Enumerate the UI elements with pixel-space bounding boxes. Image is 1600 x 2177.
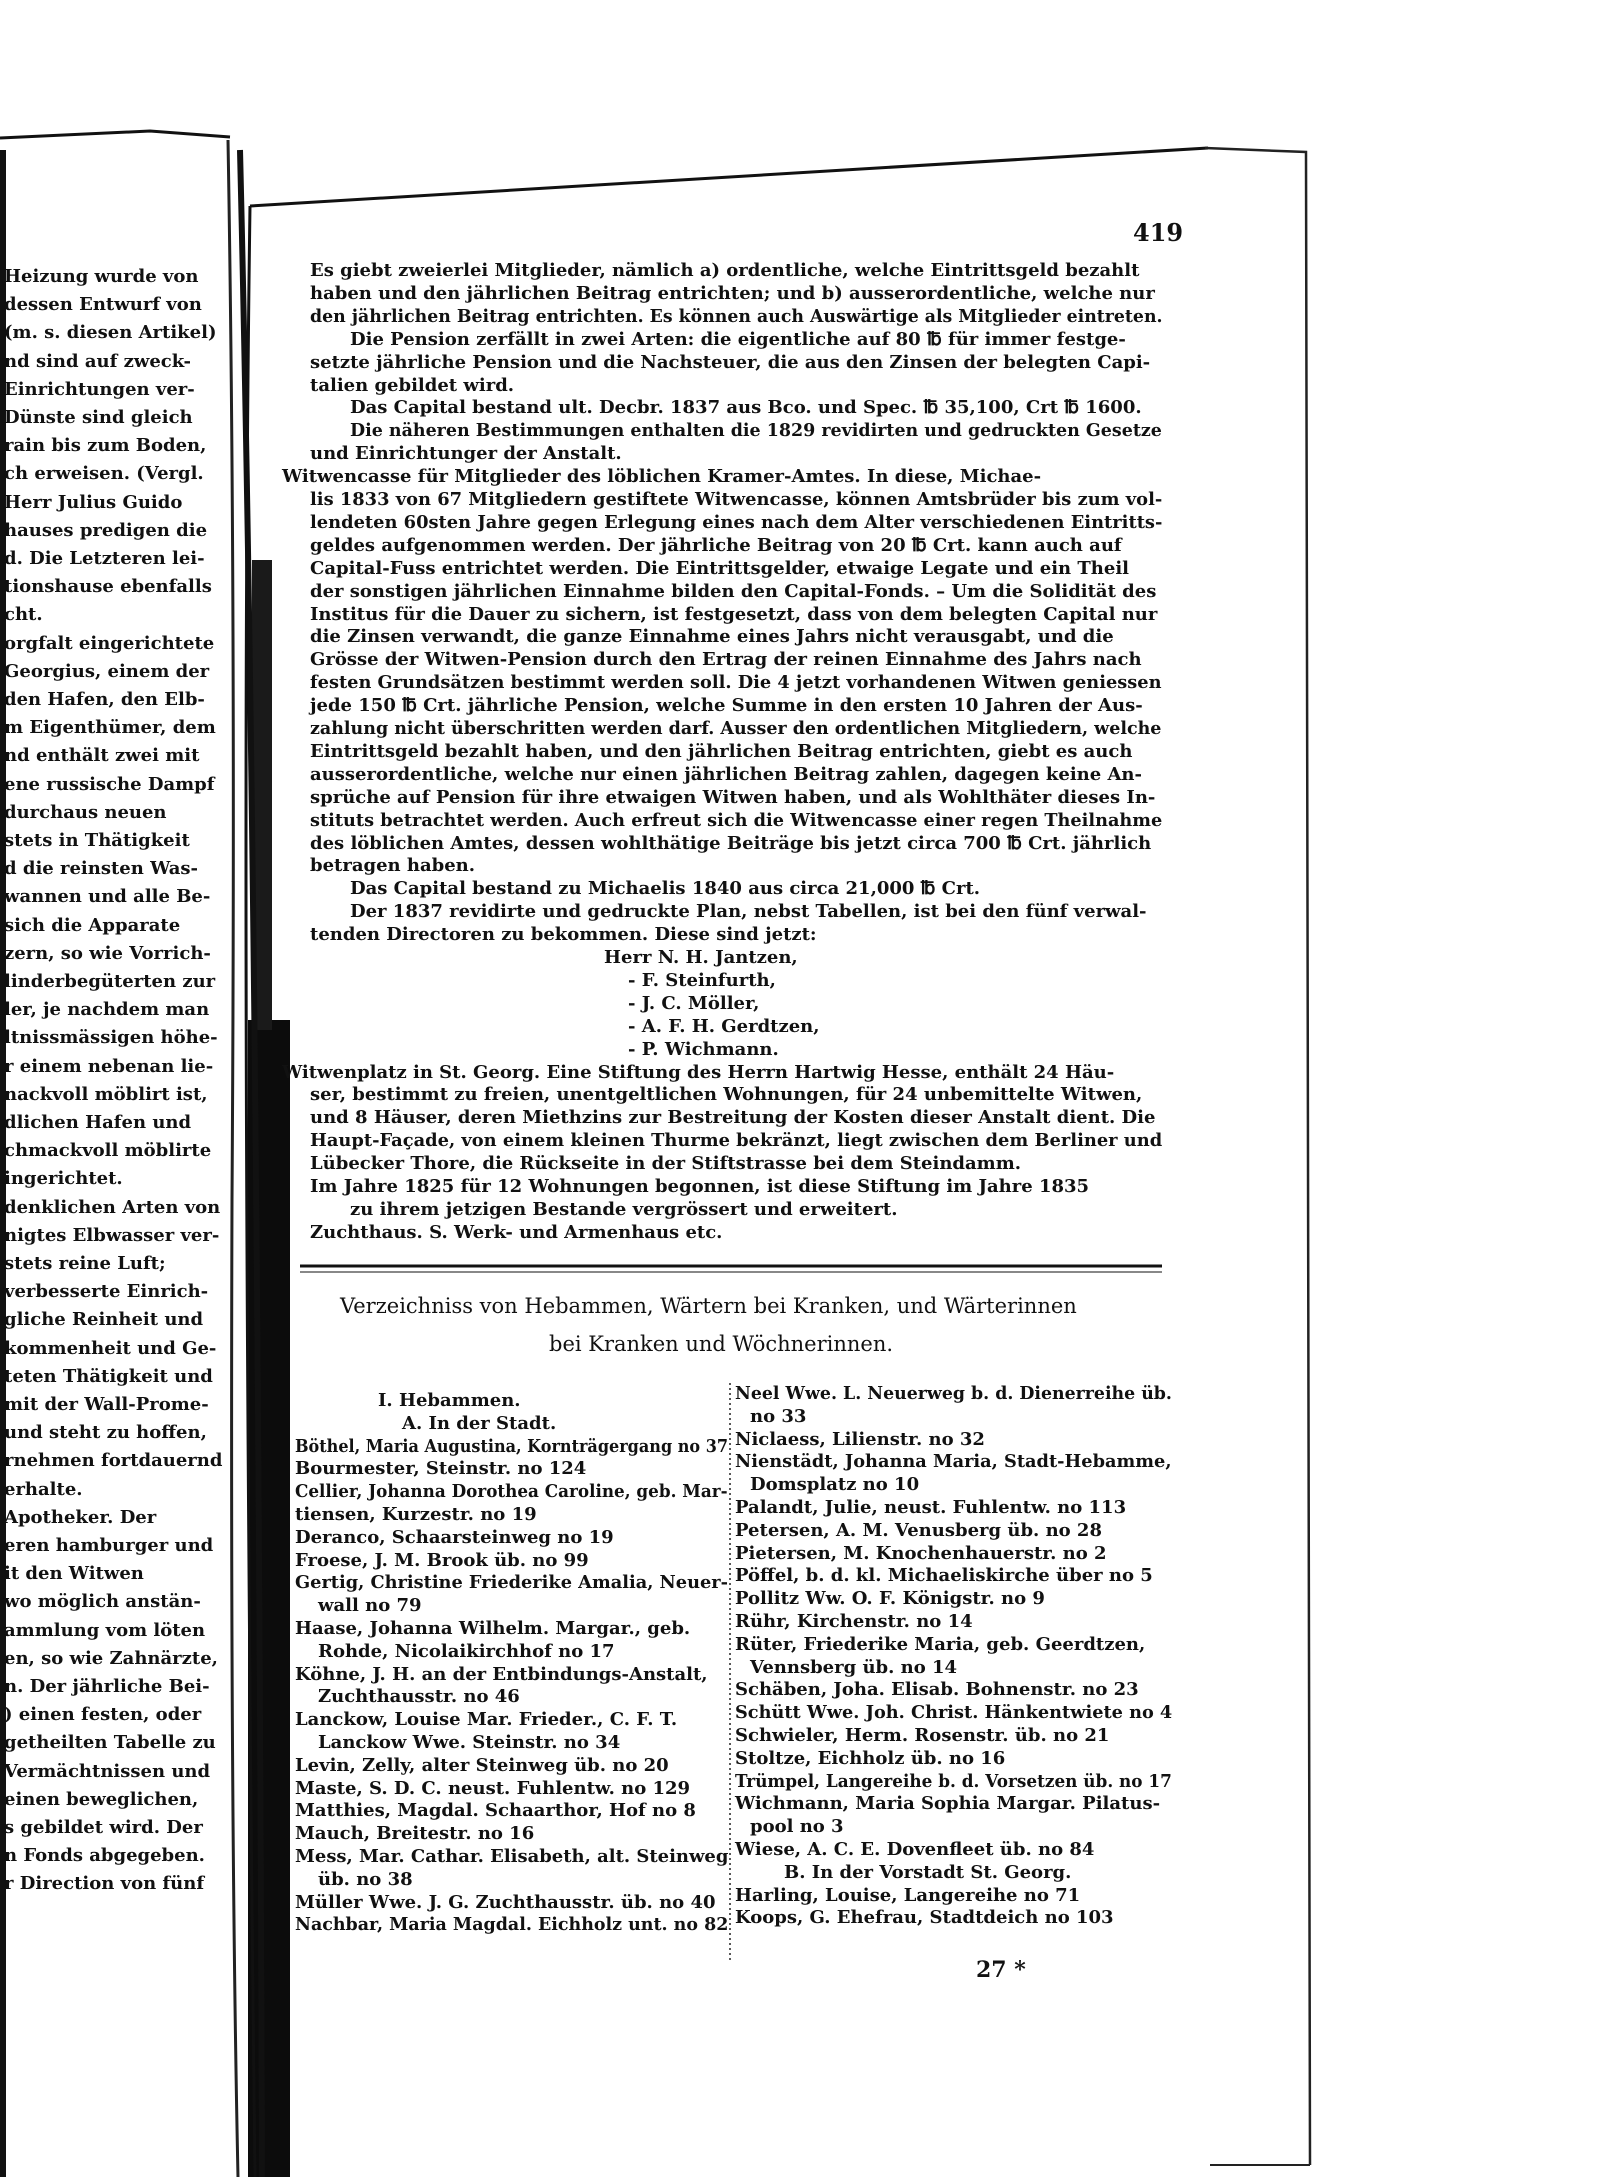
body-line: - J. C. Möller,: [628, 992, 760, 1014]
left-page-line: dessen Entwurf von: [4, 294, 202, 316]
left-page-line: teten Thätigkeit und: [4, 1365, 213, 1387]
left-page-line: erhalte.: [4, 1478, 83, 1500]
directory-entry: Wichmann, Maria Sophia Margar. Pilatus-: [735, 1793, 1161, 1815]
left-page-line: ) einen festen, oder: [4, 1704, 202, 1726]
left-page-line: stets reine Luft;: [4, 1253, 166, 1274]
left-page-line: r Direction von fünf: [4, 1873, 205, 1895]
left-page-line: ingerichtet.: [4, 1168, 123, 1190]
directory-entry: Gertig, Christine Friederike Amalia, Neuer-: [295, 1572, 728, 1594]
signature-mark: 27 *: [976, 1957, 1026, 1983]
left-page-line: d. Die Letzteren lei-: [4, 548, 205, 569]
body-line: setzte jährliche Pension und die Nachsteuer, die aus den Zinsen der belegten Capi-: [310, 351, 1151, 373]
body-line: Zuchthaus. S. Werk- und Armenhaus etc.: [310, 1221, 723, 1243]
left-page-line: sich die Apparate: [4, 914, 181, 936]
left-page-line: ene russische Dampf: [4, 773, 215, 795]
body-line: festen Grundsätzen bestimmt werden soll. Die 4 jetzt vorhandenen Witwen geniessen: [310, 672, 1162, 694]
directory-entry: Vennsberg üb. no 14: [750, 1656, 958, 1678]
directory-entry: Schwieler, Herm. Rosenstr. üb. no 21: [735, 1725, 1110, 1746]
right-page-top-edge: [250, 148, 1208, 206]
left-page-line: ler, je nachdem man: [4, 999, 210, 1021]
body-line: Capital-Fuss entrichtet werden. Die Eintrittsgelder, etwaige Legate und ein Theil: [310, 557, 1130, 579]
body-line: geldes aufgenommen werden. Der jährliche Beitrag von 20 ℔ Crt. kann auch auf: [310, 534, 1122, 556]
left-page-line: wo möglich anstän-: [4, 1591, 201, 1613]
left-page-line: chmackvoll möblirte: [4, 1140, 212, 1162]
left-page-line: nd enthält zwei mit: [4, 745, 200, 767]
directory-entry: Koops, G. Ehefrau, Stadtdeich no 103: [735, 1907, 1114, 1929]
body-line: Der 1837 revidirte und gedruckte Plan, nebst Tabellen, ist bei den fünf verwal-: [350, 901, 1147, 923]
directory-entry: Maste, S. D. C. neust. Fuhlentw. no 129: [295, 1777, 691, 1799]
body-line: Im Jahre 1825 für 12 Wohnungen begonnen, ist diese Stiftung im Jahre 1835: [310, 1176, 1090, 1197]
left-page-line: tionshause ebenfalls: [4, 576, 212, 598]
left-page-line: Apotheker. Der: [4, 1506, 157, 1528]
body-line: und 8 Häuser, deren Miethzins zur Bestreitung der Kosten dieser Anstalt dient. Die: [310, 1107, 1156, 1129]
directory-entry: B. In der Vorstadt St. Georg.: [784, 1861, 1072, 1883]
body-line: Lübecker Thore, die Rückseite in der Stiftstrasse bei dem Steindamm.: [310, 1153, 1022, 1175]
body-line: - F. Steinfurth,: [628, 969, 776, 991]
body-line: lendeten 60sten Jahre gegen Erlegung eines nach dem Alter verschiedenen Eintritts-: [310, 511, 1163, 533]
left-page-line: durchaus neuen: [4, 801, 167, 823]
directory-entry: Nachbar, Maria Magdal. Eichholz unt. no 82: [295, 1914, 729, 1936]
body-line: zu ihrem jetzigen Bestande vergrössert und erweitert.: [350, 1198, 898, 1220]
left-page-line: d die reinsten Was-: [4, 858, 199, 880]
directory-entry: Levin, Zelly, alter Steinweg üb. no 20: [295, 1754, 669, 1776]
body-line: Witwenplatz in St. Georg. Eine Stiftung des Herrn Hartwig Hesse, enthält 24 Häu-: [282, 1061, 1115, 1083]
body-line: Es giebt zweierlei Mitglieder, nämlich a) ordentliche, welche Eintrittsgeld bezahlt: [310, 260, 1140, 281]
directory-entry: Froese, J. M. Brook üb. no 99: [295, 1549, 589, 1571]
directory-entry: Pollitz Ww. O. F. Königstr. no 9: [735, 1588, 1045, 1610]
directory-entry: Domsplatz no 10: [750, 1474, 920, 1496]
body-line: der sonstigen jährlichen Einnahme bilden den Capital-Fonds. – Um die Solidität des: [310, 580, 1157, 602]
directory-entry: tiensen, Kurzestr. no 19: [295, 1504, 537, 1525]
left-page-right-edge: [228, 140, 238, 2177]
directory-entry: no 33: [750, 1405, 807, 1427]
body-line: Das Capital bestand zu Michaelis 1840 aus circa 21,000 ℔ Crt.: [350, 878, 981, 900]
left-page-line: wannen und alle Be-: [4, 886, 211, 908]
left-page-line: dlichen Hafen und: [4, 1112, 192, 1133]
left-page-line: hauses predigen die: [4, 519, 208, 541]
directory-entry: Palandt, Julie, neust. Fuhlentw. no 113: [735, 1497, 1127, 1518]
left-page-line: Einrichtungen ver-: [4, 378, 195, 400]
body-line: Witwencasse für Mitglieder des löblichen Kramer-Amtes. In diese, Michae-: [282, 466, 1042, 488]
directory-entry: Trümpel, Langereihe b. d. Vorsetzen üb. no 17: [735, 1770, 1172, 1792]
left-page-line: r einem nebenan lie-: [4, 1055, 214, 1077]
body-line: zahlung nicht überschritten werden darf. Ausser den ordentlichen Mitgliedern, welche: [310, 718, 1162, 739]
left-page-line: linderbegüterten zur: [4, 971, 216, 992]
body-line: lis 1833 von 67 Mitgliedern gestiftete Witwencasse, können Amtsbrüder bis zum vol-: [310, 489, 1163, 510]
left-page-line: Heizung wurde von: [4, 266, 199, 287]
right-page-right-edge: [1205, 148, 1310, 2165]
left-page-line: ammlung vom löten: [4, 1619, 206, 1641]
left-page-line: en, so wie Zahnärzte,: [4, 1647, 218, 1669]
directory-entry: Böthel, Maria Augustina, Kornträgergang no 37: [295, 1435, 729, 1457]
left-page-line: rain bis zum Boden,: [4, 435, 207, 457]
left-page-line: getheilten Tabelle zu: [4, 1732, 216, 1754]
body-line: haben und den jährlichen Beitrag entrichten; und b) ausserordentliche, welche nur: [310, 282, 1155, 304]
directory-entry: Niclaess, Lilienstr. no 32: [735, 1428, 985, 1450]
body-line: und Einrichtunger der Anstalt.: [310, 443, 622, 465]
directory-entry: Cellier, Johanna Dorothea Caroline, geb. Mar-: [295, 1481, 728, 1503]
directory-entry: Schütt Wwe. Joh. Christ. Hänkentwiete no 4: [735, 1702, 1173, 1724]
left-page-top-edge: [0, 131, 230, 138]
directory-entry: Matthies, Magdal. Schaarthor, Hof no 8: [295, 1800, 696, 1822]
body-line: Eintrittsgeld bezahlt haben, und den jährlichen Beitrag entrichten, giebt es auch: [310, 740, 1133, 762]
body-line: den jährlichen Beitrag entrichten. Es können auch Auswärtige als Mitglieder eintreten.: [310, 305, 1163, 327]
left-page-line: einen beweglichen,: [4, 1788, 199, 1810]
body-line: des löblichen Amtes, dessen wohlthätige Beiträge bis jetzt circa 700 ℔ Crt. jährlich: [310, 832, 1152, 854]
left-page-line: stets in Thätigkeit: [4, 830, 190, 851]
directory-entry: Neel Wwe. L. Neuerweg b. d. Dienerreihe üb.: [735, 1383, 1172, 1404]
left-page-line: s gebildet wird. Der: [4, 1817, 203, 1838]
directory-entry: Stoltze, Eichholz üb. no 16: [735, 1747, 1006, 1769]
page-number: 419: [1133, 218, 1184, 247]
left-page-line: verbesserte Einrich-: [4, 1281, 209, 1303]
section-title-line-1: Verzeichniss von Hebammen, Wärtern bei Kranken, und Wärterinnen: [340, 1294, 1077, 1318]
left-page-line: m Eigenthümer, dem: [4, 717, 216, 739]
directory-entry: pool no 3: [750, 1816, 844, 1838]
directory-entry: Haase, Johanna Wilhelm. Margar., geb.: [295, 1618, 691, 1639]
body-line: tenden Directoren zu bekommen. Diese sind jetzt:: [310, 924, 817, 946]
directory-entry: Petersen, A. M. Venusberg üb. no 28: [735, 1519, 1102, 1541]
directory-entry: Pietersen, M. Knochenhauerstr. no 2: [735, 1542, 1107, 1564]
directory-entry: Köhne, J. H. an der Entbindungs-Anstalt,: [295, 1663, 708, 1685]
body-line: ausserordentliche, welche nur einen jährlichen Beitrag zahlen, dagegen keine An-: [310, 763, 1142, 785]
left-page-line: kommenheit und Ge-: [4, 1337, 217, 1359]
left-page-line: eren hamburger und: [4, 1535, 214, 1556]
body-line: die Zinsen verwandt, die ganze Einnahme eines Jahrs nicht verausgabt, und die: [310, 626, 1114, 648]
directory-entry: Lanckow, Louise Mar. Frieder., C. F. T.: [295, 1709, 678, 1731]
body-line: Haupt-Façade, von einem kleinen Thurme bekränzt, liegt zwischen dem Berliner und: [310, 1130, 1163, 1152]
body-line: stituts betrachtet werden. Auch erfreut sich die Witwencasse einer regen Theilnahme: [310, 809, 1163, 831]
left-page-line: zern, so wie Vorrich-: [4, 942, 211, 964]
body-line: sprüche auf Pension für ihre etwaigen Witwen haben, und als Wohlthäter dieses In-: [310, 786, 1156, 808]
directory-entry: Pöffel, b. d. kl. Michaeliskirche über no 5: [735, 1565, 1153, 1587]
body-line: jede 150 ℔ Crt. jährliche Pension, welche Summe in den ersten 10 Jahren der Aus-: [310, 695, 1143, 717]
directory-entry: I. Hebammen.: [378, 1390, 521, 1411]
directory-entry: Wiese, A. C. E. Dovenfleet üb. no 84: [735, 1839, 1095, 1860]
body-line: ser, bestimmt zu freien, unentgeltlichen Wohnungen, für 24 unbemittelte Witwen,: [310, 1084, 1143, 1106]
body-line: Herr N. H. Jantzen,: [604, 947, 798, 968]
directory-entry: Rühr, Kirchenstr. no 14: [735, 1611, 973, 1632]
directory-entry: Nienstädt, Johanna Maria, Stadt-Hebamme,: [735, 1451, 1172, 1473]
left-page-line: Vermächtnissen und: [4, 1760, 211, 1782]
directory-entry: A. In der Stadt.: [402, 1412, 557, 1434]
left-page-line: cht.: [4, 604, 43, 626]
left-page-line: gliche Reinheit und: [4, 1309, 204, 1331]
body-line: Die Pension zerfällt in zwei Arten: die eigentliche auf 80 ℔ für immer festge-: [350, 328, 1126, 350]
left-page-line: nigtes Elbwasser ver-: [4, 1224, 220, 1246]
left-page-line: nd sind auf zweck-: [4, 350, 191, 372]
body-line: betragen haben.: [310, 855, 476, 877]
left-page-line: mit der Wall-Prome-: [4, 1394, 209, 1415]
directory-entry: Mauch, Breitestr. no 16: [295, 1823, 535, 1845]
directory-entry: Lanckow Wwe. Steinstr. no 34: [318, 1732, 621, 1753]
body-line: Grösse der Witwen-Pension durch den Ertrag der reinen Einnahme des Jahrs nach: [310, 649, 1142, 671]
directory-entry: üb. no 38: [318, 1868, 413, 1890]
left-page-line: und steht zu hoffen,: [4, 1422, 207, 1444]
left-page-line: Georgius, einem der: [4, 660, 210, 682]
body-line: - A. F. H. Gerdtzen,: [628, 1015, 820, 1037]
left-page-line: den Hafen, den Elb-: [4, 689, 205, 710]
directory-entry: Harling, Louise, Langereihe no 71: [735, 1884, 1081, 1906]
left-page-line: it den Witwen: [4, 1563, 144, 1585]
left-page-line: orgfalt eingerichtete: [4, 632, 215, 654]
directory-entry: Zuchthausstr. no 46: [318, 1686, 520, 1708]
left-page-line: nackvoll möblirt ist,: [4, 1083, 208, 1105]
left-page-line: rnehmen fortdauernd: [4, 1450, 223, 1472]
directory-entry: Bourmester, Steinstr. no 124: [295, 1458, 587, 1480]
body-line: - P. Wichmann.: [628, 1038, 779, 1060]
body-line: Institus für die Dauer zu sichern, ist festgesetzt, dass von dem belegten Capital nur: [310, 603, 1158, 625]
section-title-line-2: bei Kranken und Wöchnerinnen.: [549, 1332, 894, 1356]
body-line: talien gebildet wird.: [310, 374, 515, 396]
left-page-line: Herr Julius Guido: [4, 491, 183, 513]
directory-entry: Deranco, Schaarsteinweg no 19: [295, 1526, 614, 1548]
body-line: Die näheren Bestimmungen enthalten die 1829 revidirten und gedruckten Gesetze: [350, 420, 1162, 442]
left-page-line: denklichen Arten von: [4, 1196, 221, 1218]
directory-entry: Mess, Mar. Cathar. Elisabeth, alt. Steinweg: [295, 1846, 729, 1867]
left-page-line: n Fonds abgegeben.: [4, 1845, 205, 1867]
directory-entry: Müller Wwe. J. G. Zuchthausstr. üb. no 40: [295, 1891, 716, 1913]
directory-entry: Rüter, Friederike Maria, geb. Geerdtzen,: [735, 1633, 1146, 1655]
left-page-line: ch erweisen. (Vergl.: [4, 463, 204, 485]
directory-entry: wall no 79: [318, 1595, 422, 1617]
left-page-line: n. Der jährliche Bei-: [4, 1676, 210, 1697]
left-page-line: (m. s. diesen Artikel): [4, 322, 217, 344]
directory-entry: Schäben, Joha. Elisab. Bohnenstr. no 23: [735, 1679, 1139, 1701]
body-line: Das Capital bestand ult. Decbr. 1837 aus Bco. und Spec. ℔ 35,100, Crt ℔ 1600.: [350, 397, 1142, 419]
left-page-line: Dünste sind gleich: [4, 407, 193, 428]
left-page-line: ltnissmässigen höhe-: [4, 1027, 218, 1049]
directory-entry: Rohde, Nicolaikirchhof no 17: [318, 1640, 615, 1662]
